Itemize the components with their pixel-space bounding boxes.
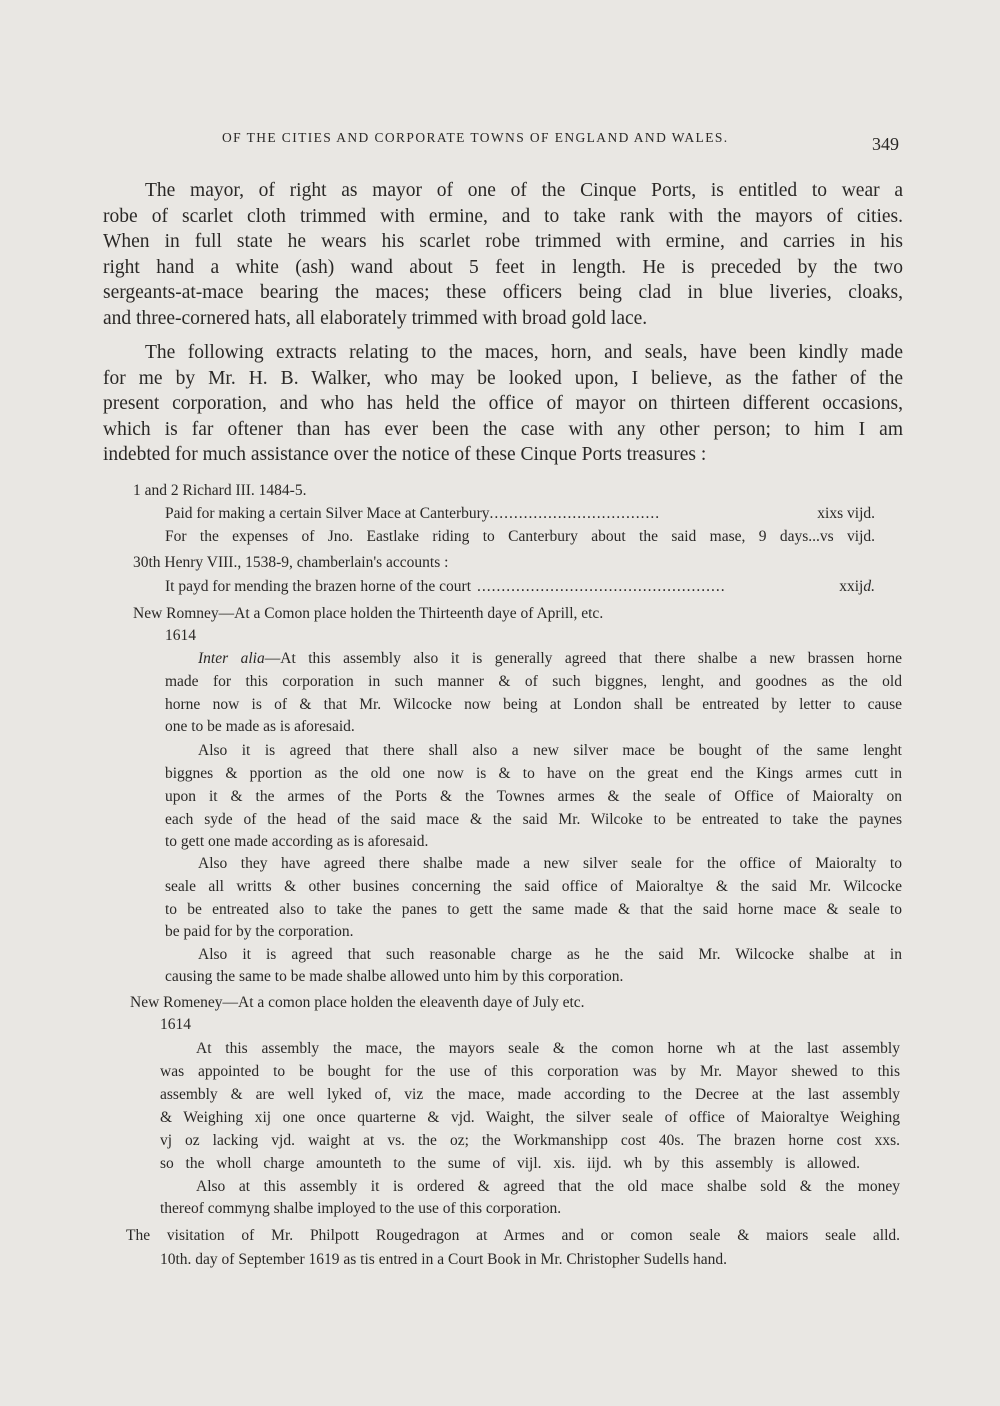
entry-text: Paid for making a certain Silver Mace at Canterbury: [165, 505, 490, 522]
extract-line: At this assembly the mace, the mayors seale & the comon horne wh at the last assembly: [196, 1040, 900, 1057]
extract-line: Also it is agreed that such reasonable charge as he the said Mr. Wilcocke shalbe at in: [198, 946, 902, 963]
extract-year: 1614: [160, 1016, 191, 1033]
paragraph-extracts-intro: [103, 340, 903, 468]
extract-line: Also they have agreed there shalbe made a new silver seale for the office of Maioralty to: [198, 855, 902, 872]
extract-visitation-line: 10th. day of September 1619 as tis entred in a Court Book in Mr. Christopher Sudells hand.: [160, 1251, 727, 1268]
extract-line: Also it is agreed that there shall also a new silver mace be bought of the same lenght: [198, 742, 902, 759]
extract-entry-eastlake: For the expenses of Jno. Eastlake riding to Canterbury about the said mase, 9 days...vs vijd.: [165, 528, 875, 545]
entry-amount: xxijd.: [839, 578, 875, 595]
entry-text: It payd for mending the brazen horne of the court: [165, 578, 472, 595]
text-line: When in full state he wears his scarlet robe trimmed with ermine, and carries in his: [103, 231, 903, 253]
text-line: The following extracts relating to the maces, horn, and seals, have been kindly made: [145, 342, 903, 363]
extract-entry-brazen-horne: [165, 576, 875, 598]
extract-year: 1614: [165, 627, 196, 644]
extract-line: one to be made as is aforesaid.: [165, 718, 355, 735]
page-number: 349: [872, 134, 899, 154]
text-line: The mayor, of right as mayor of one of the Cinque Ports, is entitled to wear a: [145, 180, 903, 201]
extract-line: Also at this assembly it is ordered & agreed that the old mace shalbe sold & the money: [196, 1178, 900, 1195]
text-line: which is far oftener than has ever been the case with any other person; to him I am: [103, 418, 903, 440]
extract-heading-romney-july: New Romeney—At a comon place holden the eleaventh daye of July etc.: [130, 994, 585, 1011]
extract-heading-romney-april: New Romney—At a Comon place holden the Thirteenth daye of Aprill, etc.: [133, 605, 604, 622]
extract-line: was appointed to be bought for the use of this corporation was by Mr. Mayor shewed to this: [160, 1063, 900, 1080]
extract-line: & Weighing xij one once quarterne & vjd. Waight, the silver seale of office of Maioraltye Weighing: [160, 1109, 900, 1126]
extract-line: causing the same to be made shalbe allowed unto him by this corporation.: [165, 968, 624, 985]
extract-line: to gett one made according as is aforesaid.: [165, 833, 429, 850]
paragraph-mayor-robes: [103, 178, 903, 332]
entry-amount: xixs vijd.: [817, 505, 875, 522]
extract-line: assembly & are well lyked of, viz the mace, made according to the Decree at the last assembly: [160, 1086, 900, 1103]
extract-line: horne now is of & that Mr. Wilcocke now being at London shall be entreated by letter to cause: [165, 696, 902, 713]
extract-entry-silver-mace: [165, 503, 875, 525]
text-line: and three-cornered hats, all elaborately trimmed with broad gold lace.: [103, 307, 648, 329]
extract-line: be paid for by the corporation.: [165, 923, 354, 940]
extract-line: seale all writts & other busines concerning the said office of Maioraltye & the said Mr. Wilcocke: [165, 878, 902, 895]
extract-line: Inter alia—At this assembly also it is generally agreed that there shalbe a new brassen horne: [198, 650, 902, 667]
extract-line: biggnes & pportion as the old one now is & to have on the great end the Kings armes cutt in: [165, 765, 902, 782]
text-line: right hand a white (ash) wand about 5 feet in length. He is preceded by the two: [103, 256, 903, 278]
text-line: sergeants-at-mace bearing the maces; these officers being clad in blue liveries, cloaks,: [103, 282, 903, 304]
extract-line: thereof commyng shalbe imployed to the use of this corporation.: [160, 1200, 562, 1217]
extract-heading-henry: 30th Henry VIII., 1538-9, chamberlain's accounts :: [133, 554, 449, 571]
extract-line: made for this corporation in such manner & of such biggnes, lenght, and goodnes as the old: [165, 673, 902, 690]
extract-line: each syde of the head of the said mace & the said Mr. Wilcoke to be entreated to take the paynes: [165, 811, 902, 828]
extract-heading-richard: 1 and 2 Richard III. 1484-5.: [133, 482, 307, 499]
text-line: for me by Mr. H. B. Walker, who may be looked upon, I believe, as the father of the: [103, 367, 903, 389]
extract-visitation-line: The visitation of Mr. Philpott Rougedragon at Armes and or comon seale & maiors seale alld.: [126, 1227, 900, 1244]
extract-line: vj oz lacking vjd. waight at vs. the oz; the Workmanshipp cost 40s. The brazen horne cost xxs.: [160, 1132, 900, 1149]
text-line: indebted for much assistance over the notice of these Cinque Ports treasures :: [103, 444, 707, 466]
leader-dots: ...................................................: [477, 578, 726, 595]
text-line: robe of scarlet cloth trimmed with ermine, and to take rank with the mayors of cities.: [103, 205, 903, 227]
text-line: present corporation, and who has held the office of mayor on thirteen different occasions,: [103, 393, 903, 415]
extract-line: so the wholl charge amounteth to the sume of vijl. xis. iijd. wh by this assembly is allowed.: [160, 1155, 860, 1172]
leader-dots: ...................................: [489, 505, 661, 522]
extract-line: to be entreated also to take the panes to gett the same made & that the said horne mace & seale to: [165, 901, 902, 918]
extract-line: upon it & the armes of the Ports & the Townes armes & the seale of Office of Maioralty on: [165, 788, 902, 805]
running-head: OF THE CITIES AND CORPORATE TOWNS OF ENGLAND AND WALES.: [222, 130, 729, 145]
